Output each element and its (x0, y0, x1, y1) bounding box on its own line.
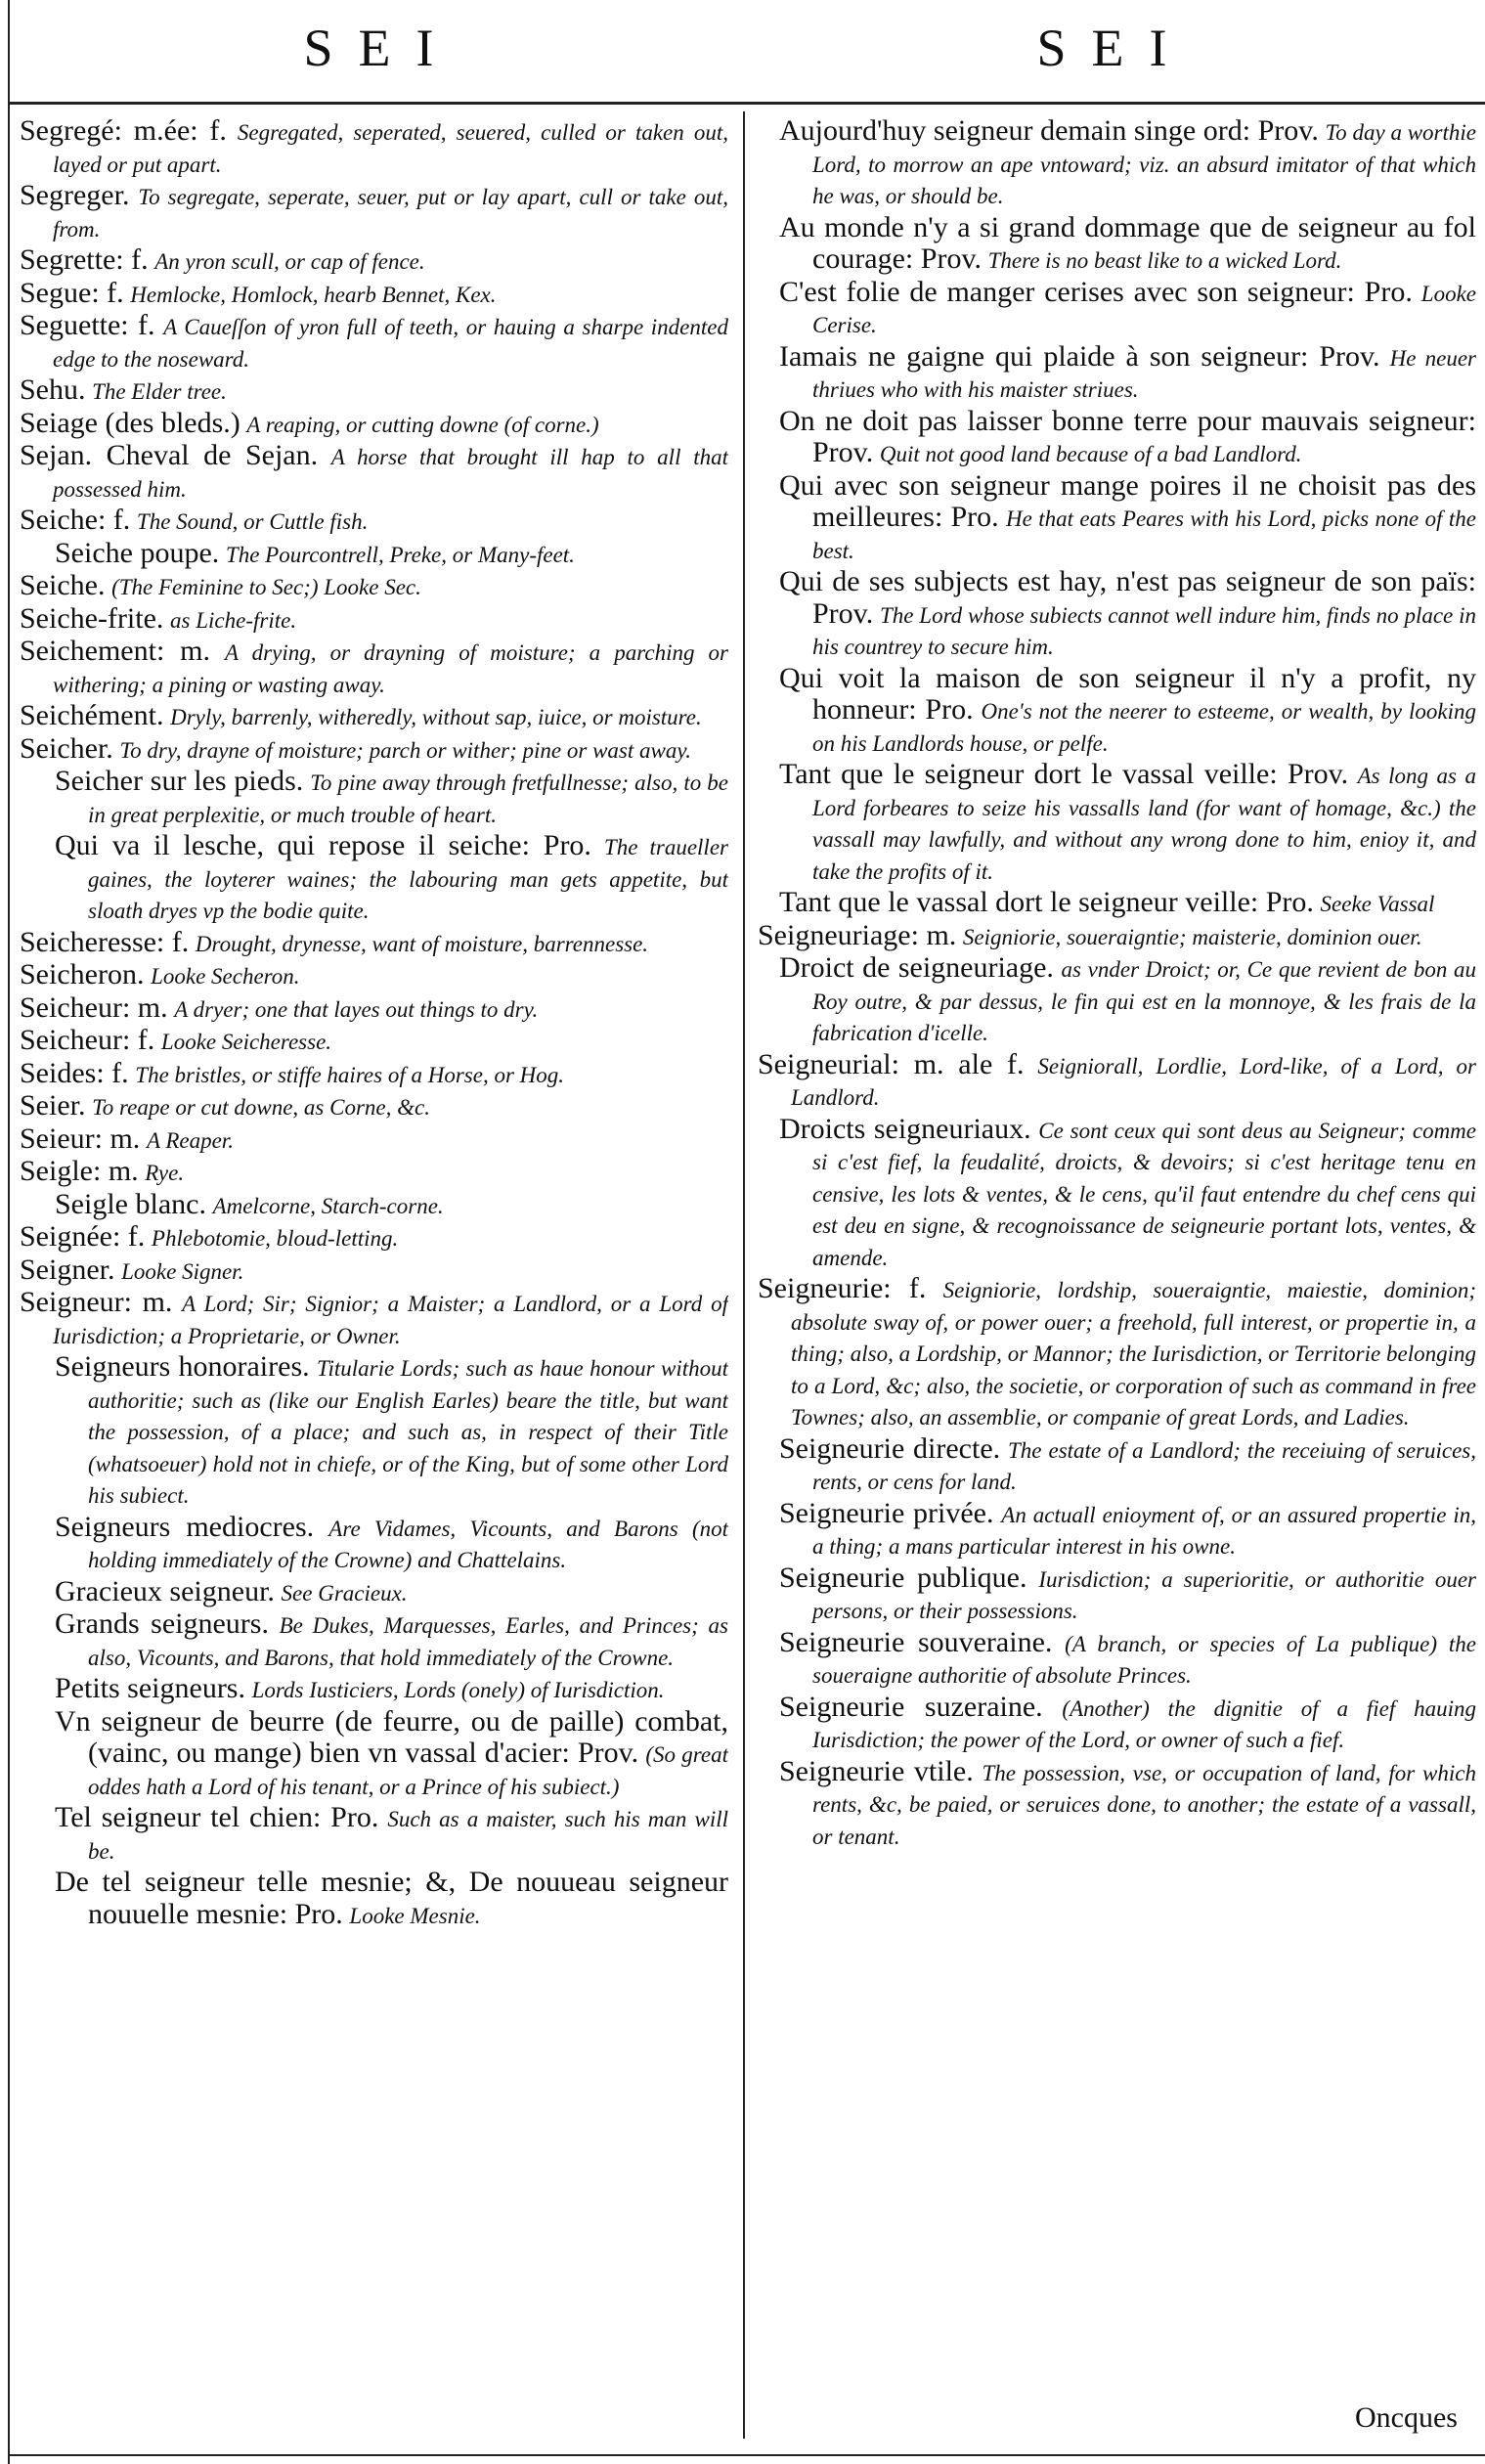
dictionary-entry (20, 440, 728, 505)
entry-definition: Looke Mesnie. (349, 1903, 481, 1928)
entry-headword: Au monde n'y a si grand dommage que de seigneur au fol courage: Prov. (779, 210, 1476, 275)
entry-headword: Grands seigneurs. (55, 1607, 269, 1640)
entry-headword: Seieur: m. (20, 1122, 141, 1155)
entry-definition: Ce sont ceux qui sont deus au Seigneur; comme si c'est fief, la feudalité, droicts, & devoirs; si c'est heritage tenu en censive, les lots & ventes, & le cens, qu'il faut entendre du chef cens qui est deu en signe, & recognoissance de seigneurie portant lots, ventes, & amende. (812, 1118, 1476, 1270)
entry-definition: A Caueſſon of yron full of teeth, or hauing a sharpe indented edge to the noseward. (53, 315, 728, 372)
entry-headword: Tant que le seigneur dort le vassal veille: Prov. (779, 758, 1349, 790)
entry-definition: He neuer thriues who with his maister striues. (812, 345, 1476, 402)
entry-definition: Phlebotomie, bloud-letting. (151, 1226, 399, 1251)
dictionary-entry (20, 700, 728, 733)
entry-headword: Seigneurial: m. ale f. (758, 1047, 1025, 1080)
entry-headword: Qui de ses subjects est hay, n'est pas seigneur de son païs: Prov. (779, 565, 1476, 630)
entry-headword: Seignée: f. (20, 1220, 146, 1253)
dictionary-entry (20, 1706, 728, 1803)
entry-definition: To reape or cut downe, as Corne, &c. (92, 1095, 430, 1120)
entry-headword: Sehu. (20, 374, 86, 406)
entry-definition: Seeke Vassal (1320, 892, 1435, 916)
dictionary-entry (758, 1498, 1476, 1562)
dictionary-entry (758, 470, 1476, 567)
dictionary-entry (20, 1608, 728, 1673)
dictionary-entry (758, 952, 1476, 1049)
running-head-right: SEI (1036, 19, 1193, 77)
dictionary-entry (20, 374, 728, 408)
entry-definition: Quit not good land because of a bad Landlord. (879, 442, 1302, 466)
entry-headword: Tant que le vassal dort le seigneur veille: Pro. (779, 886, 1314, 918)
entry-headword: De tel seigneur telle mesnie; &, De nouueau seigneur nouuelle mesnie: Pro. (55, 1866, 728, 1930)
dictionary-entry (20, 505, 728, 538)
entry-definition: He that eats Peares with his Lord, picks none of the best. (812, 506, 1476, 563)
dictionary-entry (20, 570, 728, 603)
entry-definition: Be Dukes, Marquesses, Earles, and Princes; as also, Vicounts, and Barons, that hold immediately of the Crowne. (88, 1613, 728, 1670)
dictionary-entry (20, 1673, 728, 1706)
dictionary-entry (758, 1627, 1476, 1692)
entry-definition: Such as a maister, such his man will be. (88, 1807, 728, 1864)
entry-definition: See Gracieux. (281, 1580, 408, 1606)
entry-headword: Sejan. Cheval de Sejan. (20, 439, 319, 471)
entry-definition: as Liche-frite. (170, 607, 297, 633)
dictionary-entry (20, 1221, 728, 1254)
dictionary-entry (758, 1692, 1476, 1756)
entry-headword: Seigneurie publique. (779, 1561, 1027, 1594)
dictionary-entry (20, 244, 728, 278)
entry-headword: Seides: f. (20, 1056, 129, 1089)
right-column (758, 115, 1476, 2403)
entry-headword: Qui avec son seigneur mange poires il ne choisit pas des meilleures: Pro. (779, 468, 1476, 533)
dictionary-entry (20, 1058, 728, 1091)
dictionary-entry (20, 408, 728, 441)
catchword: Oncques (1355, 2401, 1458, 2434)
entry-headword: Seigner. (20, 1253, 115, 1286)
entry-definition: (The Feminine to Sec;) Looke Sec. (111, 575, 421, 599)
entry-headword: Segregé: m.ée: f. (20, 115, 227, 147)
entry-headword: Seichément. (20, 699, 164, 731)
entry-definition: The Lord whose subiects cannot well indure him, finds no place in his countrey to secure him. (812, 602, 1476, 659)
dictionary-entry (758, 1756, 1476, 1853)
entry-headword: Seichement: m. (20, 635, 210, 667)
running-head-left: SEI (303, 19, 459, 77)
entry-definition: To pine away through fretfullnesse; also, to be in great perplexitie, or much trouble of heart. (88, 770, 728, 827)
entry-headword: Droicts seigneuriaux. (779, 1112, 1031, 1145)
dictionary-entry (20, 278, 728, 311)
entry-definition: as vnder Droict; or, Ce que revient de bon au Roy outre, & par dessus, le fin qui est en la monnoye, & les frais de la fabrication d'icelle. (812, 957, 1476, 1045)
dictionary-entry (20, 992, 728, 1026)
entry-headword: Seigneurie vtile. (779, 1754, 974, 1787)
entry-definition: Looke Seicheresse. (160, 1030, 332, 1054)
dictionary-entry (20, 766, 728, 830)
dictionary-entry (20, 1351, 728, 1512)
entry-definition: The Elder tree. (92, 379, 227, 404)
dictionary-entry (20, 1576, 728, 1609)
dictionary-entry (758, 759, 1476, 887)
dictionary-entry (20, 1123, 728, 1157)
dictionary-entry (20, 115, 728, 180)
entry-definition: The possession, vse, or occupation of land, for which rents, &c, be paied, or seruices done, to another; the estate of a vassall, or tenant. (812, 1760, 1476, 1849)
entry-headword: Seigneurie suzeraine. (779, 1690, 1043, 1723)
left-column (20, 115, 728, 2442)
dictionary-entry (20, 538, 728, 571)
entry-definition: A Reaper. (146, 1127, 234, 1153)
entry-definition: Rye. (145, 1161, 185, 1185)
dictionary-entry (20, 603, 728, 637)
entry-definition: Drought, drynesse, want of moisture, barrennesse. (195, 931, 649, 956)
entry-headword: Seigneurie privée. (779, 1496, 994, 1529)
dictionary-entry (758, 920, 1476, 953)
dictionary-entry (758, 1273, 1476, 1433)
dictionary-entry (20, 1189, 728, 1222)
entry-definition: An yron scull, or cap of fence. (154, 249, 425, 274)
entry-definition: As long as a Lord forbeares to seize his vassalls land (for want of homage, &c.) the vassall may lawfully, and without any wrong done to him, enioy it, and take the profits of it. (812, 764, 1476, 884)
entry-headword: Seier. (20, 1089, 86, 1122)
entry-headword: Qui va il lesche, qui repose il seiche: Pro. (55, 829, 591, 861)
entry-headword: Seigneurs mediocres. (55, 1510, 315, 1543)
entry-headword: Seicheur: m. (20, 990, 168, 1024)
entry-headword: Seicher sur les pieds. (55, 765, 304, 797)
entry-headword: Tel seigneur tel chien: Pro. (55, 1801, 379, 1833)
entry-headword: Gracieux seigneur. (55, 1574, 275, 1607)
entry-definition: A horse that brought ill hap to all that possessed him. (53, 445, 728, 502)
entry-headword: Seicheresse: f. (20, 925, 190, 958)
dictionary-entry (20, 1156, 728, 1189)
entry-definition: A drying, or drayning of moisture; a parching or withering; a pining or wasting away. (53, 640, 728, 697)
entry-headword: Iamais ne gaigne qui plaide à son seigneur: Prov. (779, 339, 1380, 373)
entry-definition: (Another) the dignitie of a fief hauing Iurisdiction; the power of the Lord, or owner of such a fief. (812, 1695, 1476, 1752)
dictionary-entry (758, 277, 1476, 341)
dictionary-entry (20, 1025, 728, 1058)
entry-headword: Seiche-frite. (20, 601, 164, 635)
entry-headword: Seiage (des bleds.) (20, 406, 240, 439)
entry-definition: There is no beast like to a wicked Lord. (987, 248, 1342, 273)
dictionary-entry (20, 180, 728, 244)
entry-definition: One's not the neerer to esteeme, or wealth, by looking on his Landlords house, or pelfe. (812, 699, 1476, 756)
entry-definition: (A branch, or species of La publique) the soueraigne authoritie of absolute Princes. (812, 1631, 1476, 1688)
entry-headword: Seigneurs honoraires. (55, 1350, 310, 1383)
entry-definition: Amelcorne, Starch-corne. (212, 1193, 444, 1218)
entry-headword: Vn seigneur de beurre (de feurre, ou de paille) combat, (vainc, ou mange) bien vn vassal d'acier: Prov. (55, 1704, 728, 1769)
dictionary-entry (20, 733, 728, 767)
entry-definition: To segregate, seperate, seuer, put or lay apart, cull or take out, from. (53, 185, 728, 242)
dictionary-entry (20, 1867, 728, 1931)
dictionary-entry (20, 1512, 728, 1576)
entry-headword: Seigle: m. (20, 1155, 139, 1187)
entry-headword: Seguette: f. (20, 309, 155, 341)
entry-definition: (So great oddes hath a Lord of his tenant, or a Prince of his subiect.) (88, 1742, 728, 1799)
entry-headword: Seicher. (20, 731, 113, 765)
dictionary-entry (758, 1049, 1476, 1114)
entry-headword: Seigneurie: f. (758, 1272, 927, 1304)
entry-definition: Segregated, seperated, seuered, culled or taken out, layed or put apart. (53, 120, 728, 177)
dictionary-entry (758, 663, 1476, 760)
entry-definition: The bristles, or stiffe haires of a Horse, or Hog. (135, 1062, 564, 1087)
dictionary-entry (758, 115, 1476, 212)
entry-headword: Seigneurie directe. (779, 1431, 1001, 1465)
dictionary-entry (20, 1287, 728, 1351)
entry-headword: Segrette: f. (20, 243, 149, 276)
entry-definition: Looke Cerise. (812, 281, 1476, 337)
entry-headword: On ne doit pas laisser bonne terre pour mauvais seigneur: Prov. (779, 404, 1476, 468)
dictionary-entry (758, 887, 1476, 920)
dictionary-entry (758, 406, 1476, 470)
dictionary-entry (758, 1114, 1476, 1274)
entry-definition: The estate of a Landlord; the receiuing of seruices, rents, or cens for land. (812, 1437, 1476, 1494)
dictionary-entry (758, 341, 1476, 406)
entry-headword: Seicheron. (20, 958, 145, 990)
entry-definition: An actuall enioyment of, or an assured propertie in, a thing; a mans particular interest in his owne. (812, 1502, 1476, 1559)
dictionary-entry (20, 1254, 728, 1288)
entry-headword: Segreger. (20, 179, 130, 211)
entry-headword: Seiche. (20, 569, 106, 601)
dictionary-entry (20, 959, 728, 992)
entry-definition: Dryly, barrenly, witheredly, without sap, iuice, or moisture. (170, 705, 702, 729)
entry-headword: Seicheur: f. (20, 1024, 155, 1056)
entry-definition: Seigniorie, soueraigntie; maisterie, dominion ouer. (962, 924, 1422, 949)
entry-definition: The traueller gaines, the loyterer waines; the labouring man gets appetite, but sloath dryes vp the bodie quite. (88, 835, 728, 923)
dictionary-entry (20, 636, 728, 700)
entry-headword: Seigneurie souveraine. (779, 1625, 1053, 1658)
entry-headword: Seiche poupe. (55, 536, 220, 569)
entry-definition: Seigniorie, lordship, soueraigntie, maiestie, dominion; absolute sway of, or power ouer; a freehold, full interest, or propertie in, a thing; also, a Lordship, or Mannor; the Iurisdiction, or Territorie belonging to a Lord, &c; also, the societie, or corporation of such as command in free Townes; also, an assemblie, or companie of great Lords, and Ladies. (791, 1278, 1476, 1430)
dictionary-entry (20, 830, 728, 927)
entry-headword: Qui voit la maison de son seigneur il n'y a profit, ny honneur: Pro. (779, 661, 1476, 726)
dictionary-entry (758, 212, 1476, 277)
entry-headword: Seiche: f. (20, 504, 131, 536)
entry-headword: Seigneur: m. (20, 1286, 173, 1318)
entry-headword: Segue: f. (20, 276, 124, 309)
entry-definition: To dry, drayne of moisture; parch or wither; pine or wast away. (119, 737, 692, 763)
dictionary-entry (20, 1802, 728, 1867)
dictionary-entry (20, 927, 728, 960)
entry-definition: Hemlocke, Homlock, hearb Bennet, Kex. (130, 282, 497, 307)
entry-definition: A reaping, or cutting downe (of corne.) (246, 412, 599, 437)
dictionary-entry (758, 1433, 1476, 1498)
dictionary-entry (20, 310, 728, 374)
entry-definition: Lords Iusticiers, Lords (onely) of Iurisdiction. (251, 1678, 665, 1702)
dictionary-entry (758, 1562, 1476, 1627)
column-divider (743, 111, 745, 2439)
entry-definition: Iurisdiction; a superioritie, or authoritie ouer persons, or their possessions. (812, 1566, 1476, 1623)
entry-definition: Looke Secheron. (151, 964, 300, 989)
entry-definition: Seigniorall, Lordlie, Lord-like, of a Lord, or Landlord. (791, 1053, 1476, 1110)
entry-definition: A dryer; one that layes out things to dry. (174, 996, 539, 1022)
dictionary-entry (758, 566, 1476, 663)
dictionary-entry (20, 1090, 728, 1123)
entry-headword: Droict de seigneuriage. (779, 951, 1054, 984)
entry-headword: Seigneuriage: m. (758, 918, 957, 951)
entry-definition: Are Vidames, Vicounts, and Barons (not holding immediately of the Crowne) and Chattelains. (88, 1516, 728, 1572)
entry-definition: The Sound, or Cuttle fish. (136, 509, 369, 534)
entry-headword: Petits seigneurs. (55, 1672, 245, 1704)
header-rule (10, 102, 1485, 105)
left-frame-line (8, 0, 10, 2464)
entry-headword: Seigle blanc. (55, 1187, 206, 1220)
entry-headword: C'est folie de manger cerises avec son seigneur: Pro. (779, 275, 1413, 308)
entry-definition: To day a worthie Lord, to morrow an ape vntoward; viz. an absurd imitator of that which he was, or should be. (812, 120, 1476, 208)
entry-headword: Aujourd'huy seigneur demain singe ord: Prov. (779, 115, 1319, 147)
entry-definition: Looke Signer. (121, 1258, 244, 1284)
footer-rule (10, 2454, 1485, 2456)
entry-definition: The Pourcontrell, Preke, or Many-feet. (225, 542, 575, 567)
entry-definition: A Lord; Sir; Signior; a Maister; a Landlord, or a Lord of Iurisdiction; a Proprietarie, or Owner. (53, 1292, 728, 1348)
entry-definition: Titularie Lords; such as haue honour without authoritie; such as (like our English Earles) beare the title, but want the possession, of a place; and such as, in respect of their Title (whatsoeuer) hold not in chiefe, or of the King, but of some other Lord his subiect. (88, 1356, 728, 1508)
